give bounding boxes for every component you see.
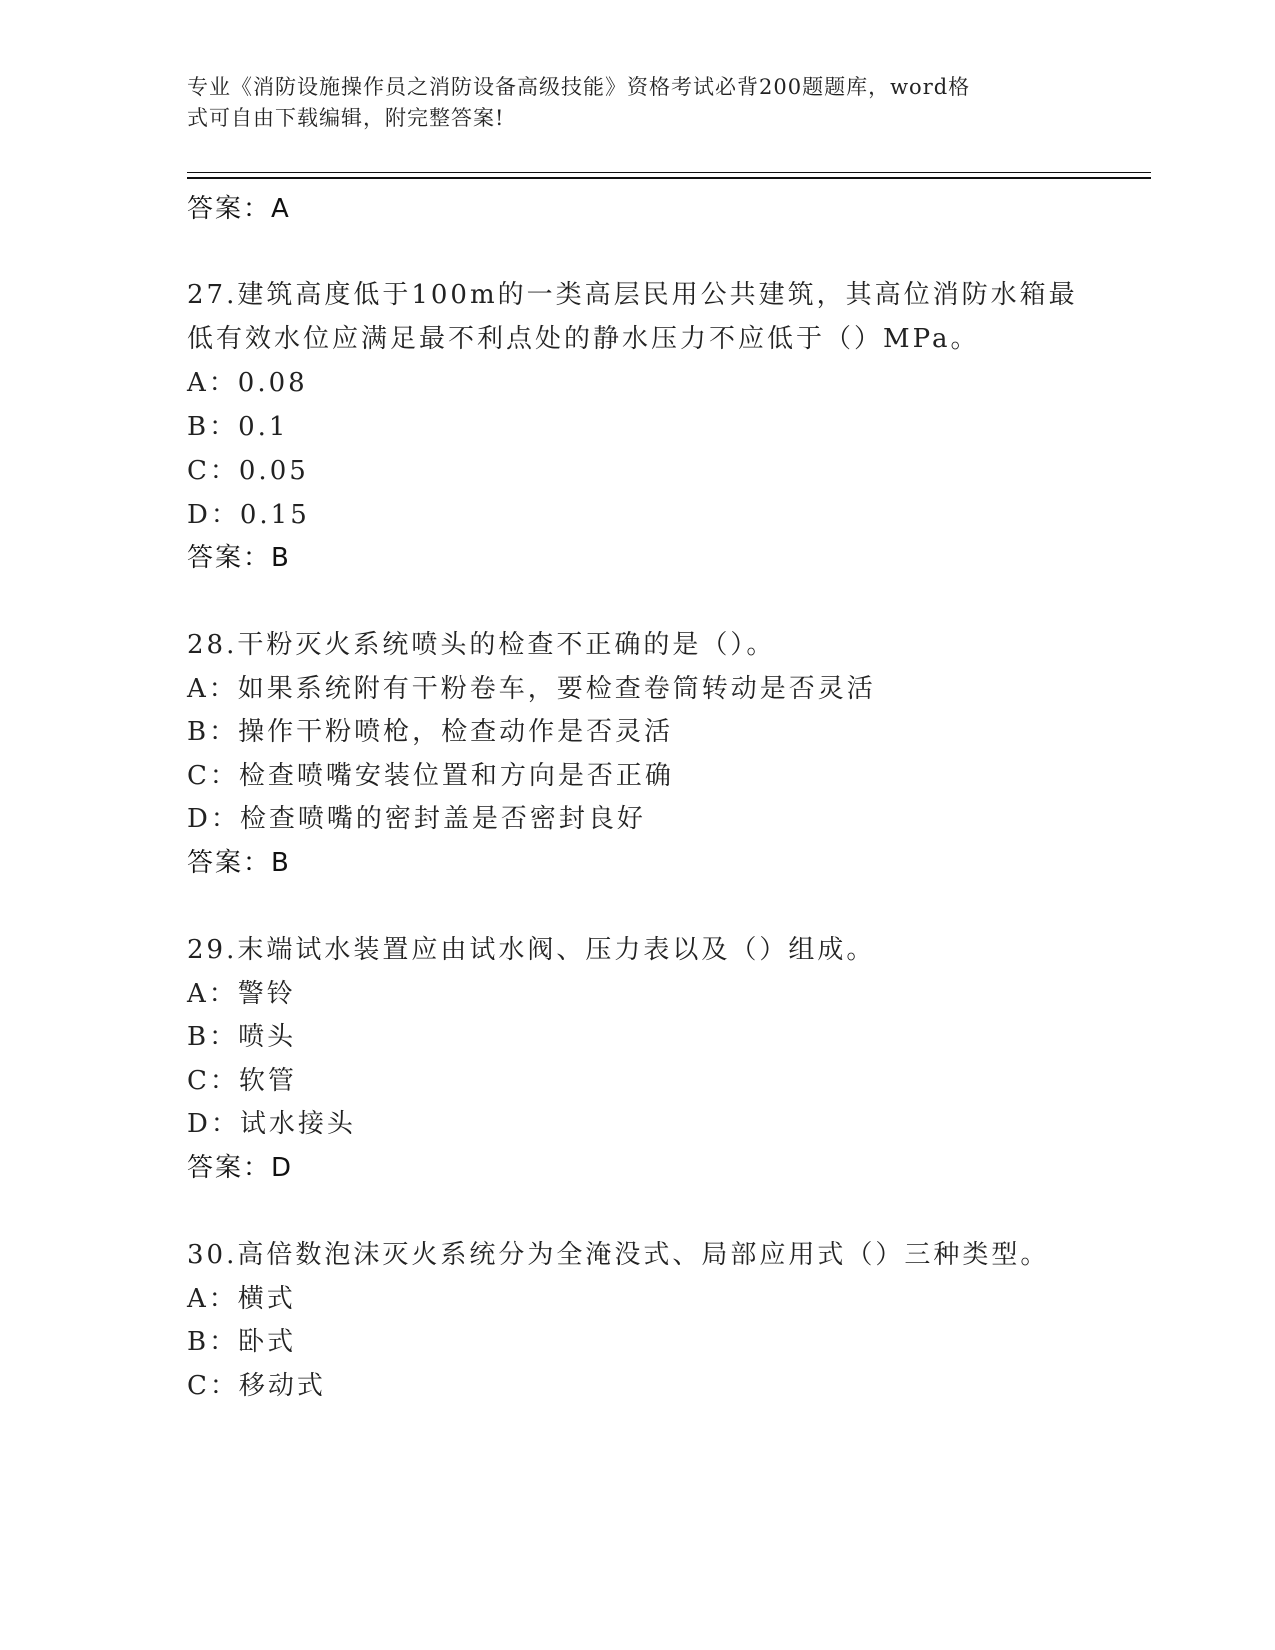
option-b: B：操作干粉喷枪，检查动作是否灵活 <box>187 717 674 747</box>
document-header <box>187 72 1067 134</box>
answer: 答案：D <box>187 1153 294 1183</box>
header-title-line-1: 专业《消防设施操作员之消防设备高级技能》资格考试必背200题题库，word格 <box>187 75 971 99</box>
option-a: A：如果系统附有干粉卷车，要检查卷筒转动是否灵活 <box>187 674 876 704</box>
question-stem: 28.干粉灭火系统喷头的检查不正确的是（）。 <box>187 630 776 660</box>
option-d: D：试水接头 <box>187 1109 356 1139</box>
option-c: C：0.05 <box>187 456 309 486</box>
question-stem-continued: 低有效水位应满足最不利点处的静水压力不应低于（）MPa。 <box>187 324 980 354</box>
question-stem: 27.建筑高度低于100m的一类高层民用公共建筑，其高位消防水箱最 <box>187 280 1078 310</box>
option-b: B：卧式 <box>187 1327 297 1357</box>
answer: 答案：B <box>187 848 291 878</box>
option-b: B：喷头 <box>187 1022 297 1052</box>
option-c: C：移动式 <box>187 1371 326 1401</box>
option-b: B：0.1 <box>187 412 289 442</box>
option-d: D：检查喷嘴的密封盖是否密封良好 <box>187 804 646 834</box>
option-c: C：检查喷嘴安装位置和方向是否正确 <box>187 761 674 791</box>
header-divider-thin <box>187 172 1151 173</box>
previous-answer: 答案：A <box>187 194 291 224</box>
question-stem: 30.高倍数泡沫灭火系统分为全淹没式、局部应用式（）三种类型。 <box>187 1240 1050 1270</box>
option-d: D：0.15 <box>187 500 310 530</box>
option-a: A：0.08 <box>187 368 308 398</box>
header-divider-thick <box>187 177 1151 179</box>
header-title-line-2: 式可自由下载编辑，附完整答案! <box>187 106 505 130</box>
question-stem: 29.末端试水装置应由试水阀、压力表以及（）组成。 <box>187 935 876 965</box>
answer: 答案：B <box>187 543 291 573</box>
option-c: C：软管 <box>187 1066 297 1096</box>
option-a: A：横式 <box>187 1284 296 1314</box>
option-a: A：警铃 <box>187 979 296 1009</box>
